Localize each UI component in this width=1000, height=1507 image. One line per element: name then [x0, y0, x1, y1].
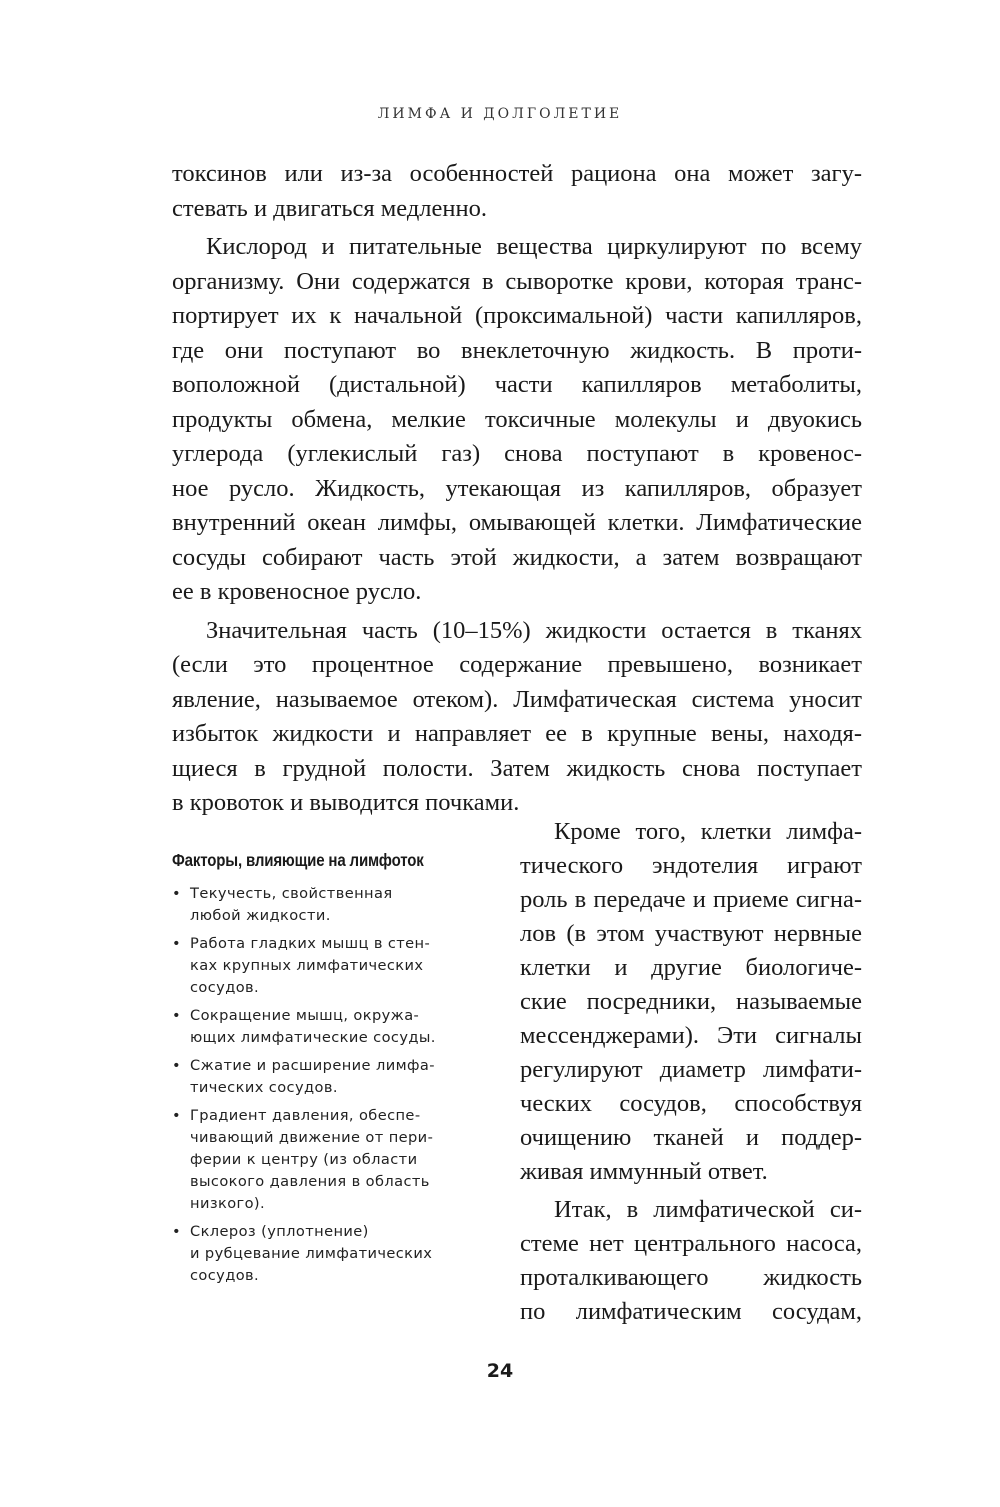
sidebar-list-item	[172, 883, 492, 927]
paragraph	[172, 230, 862, 610]
sidebar-item-line: Работа гладких мышц в стен-	[190, 935, 431, 952]
sidebar-item-line: сосудов.	[190, 1267, 260, 1284]
text-line: продукты обмена, мелкие токсичные молекулы и двуокись	[172, 405, 862, 433]
sidebar-item-line: ющих лимфатические сосуды.	[190, 1029, 436, 1046]
paragraph	[520, 1193, 862, 1329]
text-line: портирует их к начальной (проксимальной) части капилляров,	[172, 302, 862, 329]
main-text	[172, 157, 862, 825]
sidebar-item-line: Сжатие и расширение лимфа-	[190, 1057, 435, 1074]
sidebar-list-item	[172, 1105, 492, 1215]
text-line: ческих сосудов, способствуя	[520, 1090, 862, 1117]
running-head: ЛИМФА И ДОЛГОЛЕТИЕ	[377, 106, 623, 122]
text-line: клетки и другие биологиче-	[520, 954, 862, 981]
sidebar-item-line: высокого давления в область	[190, 1173, 430, 1190]
text-line: избыток жидкости и направляет ее в крупные вены, находя-	[172, 720, 862, 747]
sidebar-item-line: Сокращение мышц, окружа-	[190, 1007, 420, 1024]
text-line: ее в кровеносное русло.	[172, 578, 422, 605]
page-number: 24	[486, 1360, 514, 1382]
sidebar-item-line: тических сосудов.	[190, 1079, 338, 1096]
text-line: сосуды собирают часть этой жидкости, а затем возвращают	[172, 543, 862, 571]
text-line: углерода (углекислый газ) снова поступают в кровенос-	[172, 440, 862, 467]
sidebar-list-item	[172, 1221, 492, 1287]
text-line: щиеся в грудной полости. Затем жидкость снова поступает	[172, 754, 862, 782]
text-line: внутренний океан лимфы, омывающей клетки. Лимфатические	[172, 509, 862, 536]
text-line: живая иммунный ответ.	[520, 1158, 768, 1185]
sidebar-item-line: любой жидкости.	[190, 907, 331, 924]
text-line: роль в передаче и приеме сигна-	[520, 886, 862, 913]
text-line: ное русло. Жидкость, утекающая из капилляров, образует	[172, 474, 862, 502]
sidebar-list-item	[172, 1055, 492, 1099]
text-line: организму. Они содержатся в сыворотке крови, которая транс-	[172, 267, 862, 295]
bullet-icon: •	[172, 1107, 182, 1124]
text-line: по лимфатическим сосудам,	[520, 1298, 862, 1325]
text-line: лов (в этом участвуют нервные	[520, 920, 862, 947]
sidebar-item-line: ках крупных лимфатических	[190, 957, 424, 974]
text-line: проталкивающего жидкость	[520, 1264, 862, 1291]
text-line: Значительная часть (10–15%) жидкости остается в тканях	[206, 616, 862, 644]
sidebar-list-item	[172, 1005, 492, 1049]
bullet-icon: •	[172, 1057, 182, 1074]
text-line: стевать и двигаться медленно.	[172, 194, 487, 222]
sidebar-list-item	[172, 933, 492, 999]
text-line: (если это процентное содержание превышено, возникает	[172, 651, 862, 678]
bullet-icon: •	[172, 1223, 182, 1240]
sidebar-item-line: Склероз (уплотнение)	[190, 1223, 369, 1240]
paragraph	[172, 614, 862, 821]
right-column-text	[520, 815, 862, 1333]
text-line: мессенджерами). Эти сигналы	[520, 1022, 862, 1049]
text-line: Кроме того, клетки лимфа-	[554, 818, 862, 845]
text-line: тического эндотелия играют	[520, 852, 862, 879]
text-line: регулируют диаметр лимфати-	[520, 1056, 862, 1083]
paragraph	[520, 815, 862, 1189]
text-line: стеме нет центрального насоса,	[520, 1230, 862, 1257]
text-line: ские посредники, называемые	[520, 988, 862, 1015]
sidebar-item-line: чивающий движение от пери-	[190, 1129, 434, 1146]
text-line: очищению тканей и поддер-	[520, 1124, 862, 1151]
bullet-icon: •	[172, 885, 182, 902]
sidebar-item-line: сосудов.	[190, 979, 260, 996]
sidebar-title: Факторы, влияющие на лимфоток	[172, 850, 424, 870]
sidebar-item-line: Текучесть, свойственная	[190, 885, 393, 902]
sidebar-list	[172, 883, 492, 1287]
text-line: Итак, в лимфатической си-	[554, 1196, 862, 1223]
text-line: где они поступают во внеклеточную жидкость. В проти-	[172, 336, 862, 364]
sidebar-box	[172, 850, 492, 1293]
sidebar-item-line: низкого).	[190, 1195, 266, 1212]
sidebar-item-line: Градиент давления, обеспе-	[190, 1107, 421, 1124]
text-line: воположной (дистальной) части капилляров метаболиты,	[172, 371, 862, 398]
bullet-icon: •	[172, 935, 182, 952]
sidebar-item-line: ферии к центру (из области	[190, 1151, 418, 1168]
bullet-icon: •	[172, 1007, 182, 1024]
text-line: Кислород и питательные вещества циркулируют по всему	[206, 233, 862, 260]
paragraph	[172, 157, 862, 226]
sidebar-item-line: и рубцевание лимфатических	[190, 1245, 433, 1262]
text-line: токсинов или из-за особенностей рациона она может загу-	[172, 160, 862, 187]
text-line: явление, называемое отеком). Лимфатическая система уносит	[172, 685, 862, 713]
text-line: в кровоток и выводится почками.	[172, 789, 520, 816]
